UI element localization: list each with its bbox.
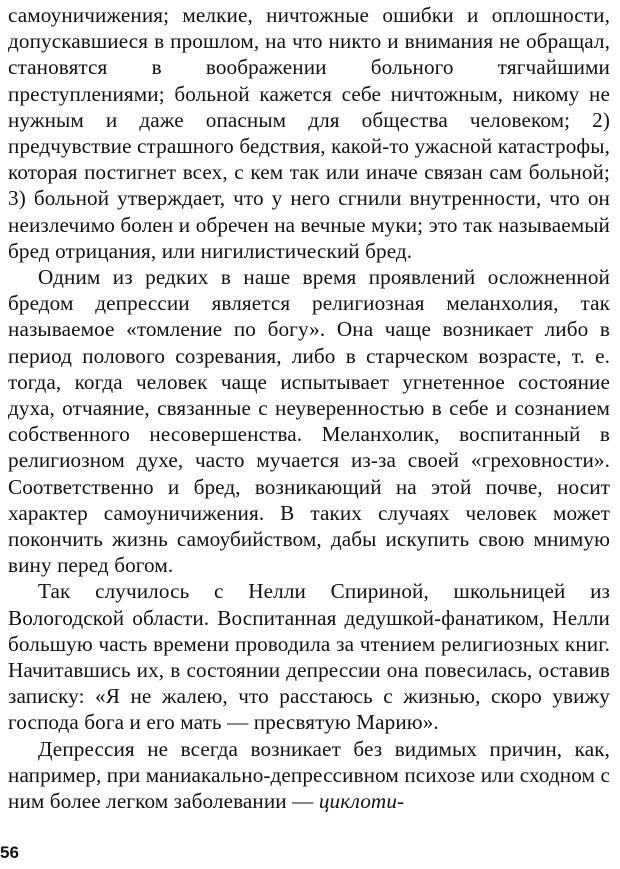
paragraph-3: Так случилось с Нелли Спириной, школьницей из Вологодской области. Воспитанная дедушкой-фанатиком, Нелли большую часть времени проводила за чтением религиозных книг. Начитавшись их, в состоянии депрессии она повесилась, оставив записку: «Я не жалею, что расстаюсь с жизнью, скоро увижу господа бога и его мать — пресвятую Марию». [8,579,610,735]
paragraph-4-italic-term: циклоти- [318,789,405,814]
paragraph-2: Одним из редких в наше время проявлений осложненной бредом депрессии является религиозная меланхолия, так называемое «томление по богу». Она чаще возникает либо в период полового созревания, либо в старческом возрасте, т. е. тогда, когда человек чаще испытывает угнетенное состояние духа, отчаяние, связанные с неуверенностью в себе и сознанием собственного несовершенства. Меланхолик, воспитанный в религиозном духе, часто мучается из-за своей «греховности». Соответственно и бред, возникающий на этой почве, носит характер самоуничижения. В таких случаях человек может покончить жизнь самоубийством, дабы искупить свою мнимую вину перед богом. [8,265,610,578]
paragraph-1: самоуничижения; мелкие, ничтожные ошибки и оплошности, допускавшиеся в прошлом, на что никто и внимания не обращал, становятся в воображении больного тягчайшими преступлениями; больной кажется себе ничтожным, никому не нужным и даже опасным для общества человеком; 2) предчувствие страшного бедствия, какой-то ужасной катастрофы, которая постигнет всех, с кем так или иначе связан сам больной; 3) больной утверждает, что у него сгнили внутренности, что он неизлечимо болен и обречен на вечные муки; это так называемый бред отрицания, или нигилистический бред. [8,3,610,263]
body-text [8,2,610,814]
paragraph-4 [8,736,610,815]
paragraph-4-text: Депрессия не всегда возникает без видимых причин, как, например, при маниакально-депрессивном психозе или сходном с ним более легком заболевании — [8,736,610,814]
page-number: 56 [0,843,19,862]
